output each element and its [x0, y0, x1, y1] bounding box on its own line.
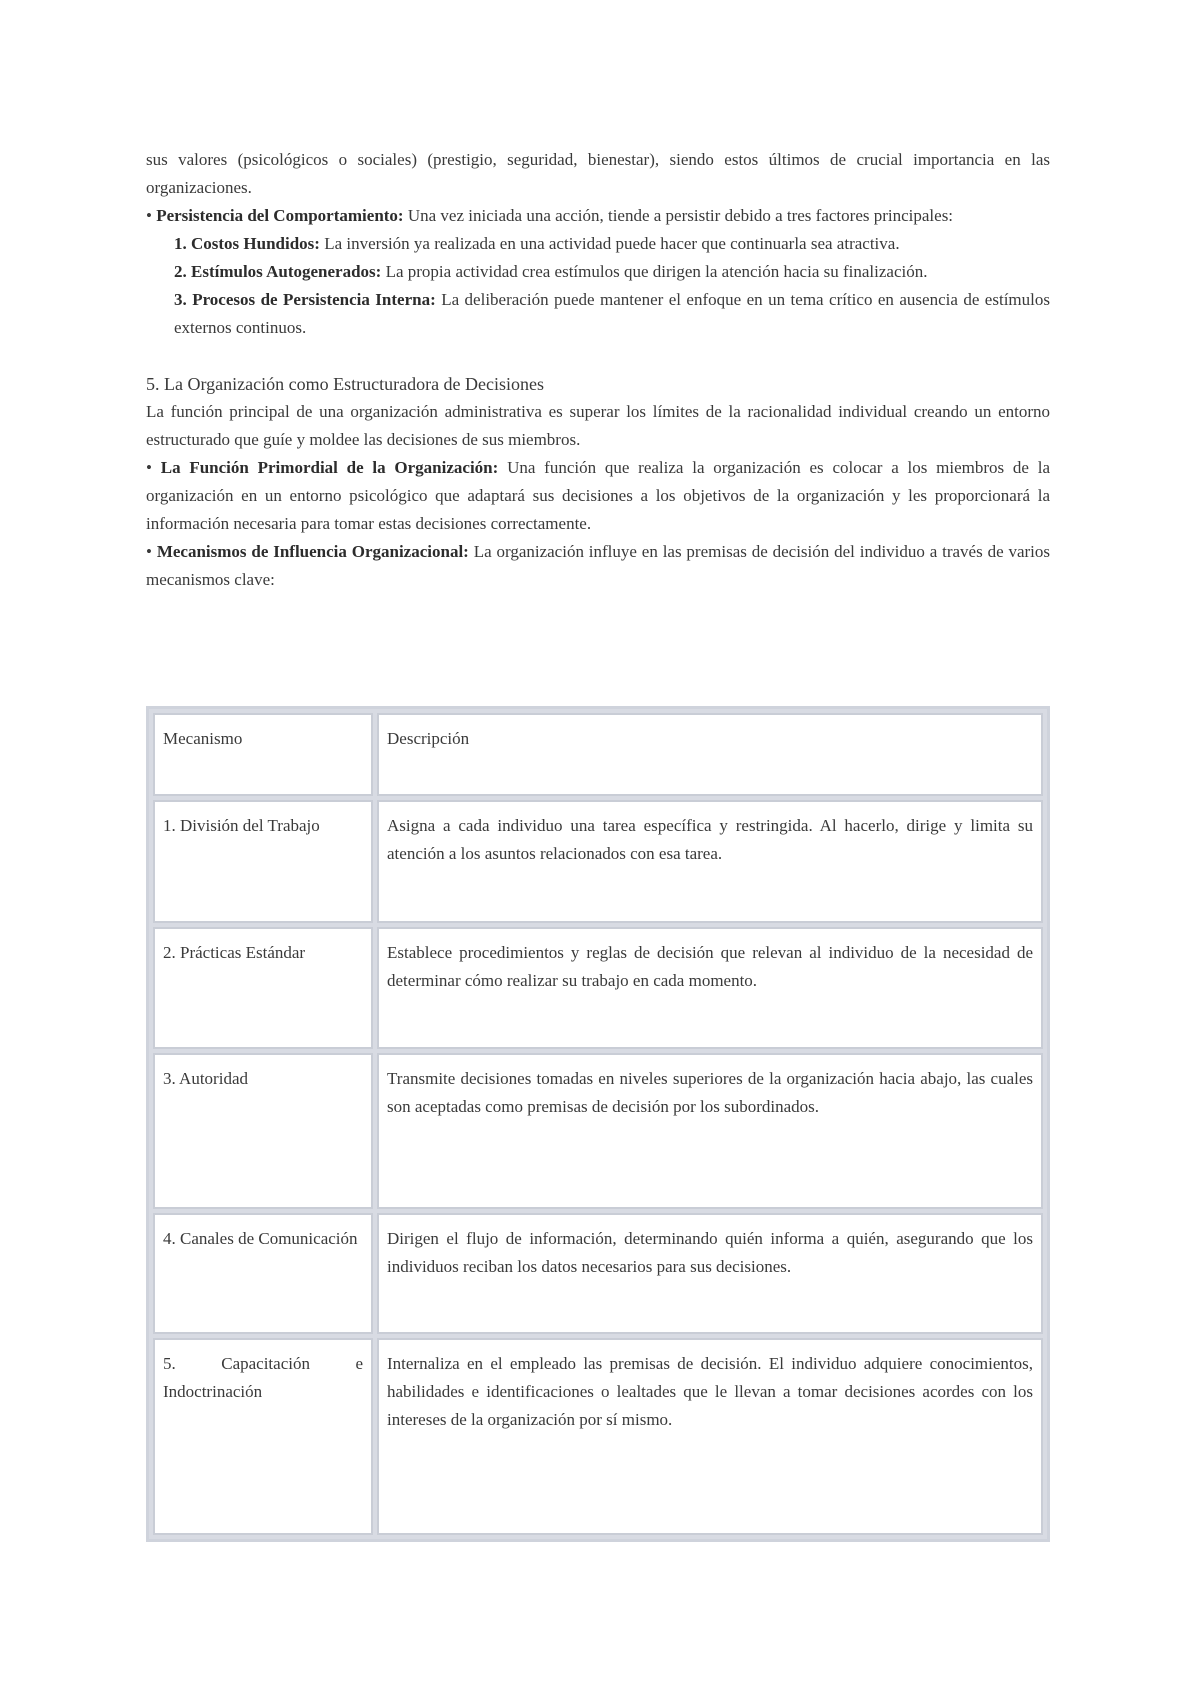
table-header-row	[153, 713, 1043, 796]
intro-line-1: sus valores (psicológicos o sociales) (prestigio, seguridad, bienestar), siendo estos últimos de	[146, 150, 857, 169]
mechanism-name: 4. Canales de Comunicación	[153, 1213, 373, 1334]
mechanism-name: 2. Prácticas Estándar	[153, 927, 373, 1050]
mechanism-description: Dirigen el flujo de información, determinando quién informa a quién, asegurando que los individuos reciban los datos necesarios para sus decisiones.	[377, 1213, 1043, 1334]
factor-label: 3. Procesos de Persistencia Interna:	[174, 290, 436, 309]
table-row	[153, 1338, 1043, 1535]
mechanisms-label: Mecanismos de Influencia Organizacional:	[156, 542, 469, 561]
intro-line-2: crucial importancia en las organizaciones.	[146, 150, 1050, 197]
mechanism-description: Internaliza en el empleado las premisas de decisión. El individuo adquiere conocimientos, habilidades e identificaciones o lealtades que le llevan a tomar decisiones acordes con los intereses de la organización por sí mismo.	[377, 1338, 1043, 1535]
table-row	[153, 1053, 1043, 1209]
intro-paragraph	[146, 146, 1050, 202]
factor-item	[146, 258, 1050, 286]
persistence-label: Persistencia del Comportamiento:	[156, 206, 404, 225]
factor-label: 1. Costos Hundidos:	[174, 234, 320, 253]
primary-function-paragraph: • La Función Primordial de la Organización: Una función que realiza la organización es colocar a los miembros de la organización en un entorno psicológico que adaptará sus decisiones a los objetivos de la organización y les proporcionará la información necesaria para tomar estas decisiones correctamente.	[146, 458, 1051, 533]
section-intro: La función principal de una organización administrativa es superar los límites de la racionalidad individual creando un entorno estructurado que guíe y moldee las decisiones de sus miembros.	[146, 402, 1050, 449]
mechanism-description: Asigna a cada individuo una tarea específica y restringida. Al hacerlo, dirige y limita su atención a los asuntos relacionados con esa tarea.	[377, 800, 1043, 923]
factor-text: La inversión ya realizada en una actividad puede hacer que continuarla sea atractiva.	[319, 234, 900, 253]
factor-item	[146, 286, 1050, 342]
mechanism-name: 5. Capacitación e Indoctrinación	[153, 1338, 373, 1535]
table-row	[153, 800, 1043, 923]
document-body	[146, 146, 1050, 594]
primary-function-label: La Función Primordial de la Organización:	[160, 458, 499, 477]
mechanisms-table	[146, 706, 1050, 1542]
table-row	[153, 927, 1043, 1050]
factor-label: 2. Estímulos Autogenerados:	[174, 262, 382, 281]
table-header-cell: Mecanismo	[153, 713, 373, 796]
mechanism-name: 3. Autoridad	[153, 1053, 373, 1209]
table-header-cell: Descripción	[377, 713, 1043, 796]
section-heading: 5. La Organización como Estructuradora de Decisiones	[146, 374, 545, 394]
mechanisms-text: La organización influye en las premisas de decisión del individuo a través de varios mecanismos clave:	[146, 542, 1051, 589]
persistence-paragraph: • Persistencia del Comportamiento: Una vez iniciada una acción, tiende a persistir debido a tres factores principales:	[146, 206, 954, 225]
mechanism-description: Transmite decisiones tomadas en niveles superiores de la organización hacia abajo, las cuales son aceptadas como premisas de decisión por los subordinados.	[377, 1053, 1043, 1209]
factor-text: La propia actividad crea estímulos que dirigen la atención hacia su finalización.	[381, 262, 928, 281]
table-row	[153, 1213, 1043, 1334]
factor-item	[146, 230, 1050, 258]
primary-function-text: Una función que realiza la organización es colocar a los miembros de la organización en un entorno psicológico que adaptará sus decisiones a los objetivos de la organización y les proporcionará la información necesaria para tomar estas decisiones correctamente.	[146, 458, 1051, 533]
mechanism-name: 1. División del Trabajo	[153, 800, 373, 923]
mechanisms-paragraph: • Mecanismos de Influencia Organizacional: La organización influye en las premisas de decisión del individuo a través de varios mecanismos clave:	[146, 542, 1051, 589]
persistence-text: Una vez iniciada una acción, tiende a persistir debido a tres factores principales:	[403, 206, 954, 225]
factor-text: La deliberación puede mantener el enfoque en un tema crítico en ausencia de estímulos externos continuos.	[174, 290, 1050, 337]
mechanism-description: Establece procedimientos y reglas de decisión que relevan al individuo de la necesidad de determinar cómo realizar su trabajo en cada momento.	[377, 927, 1043, 1050]
